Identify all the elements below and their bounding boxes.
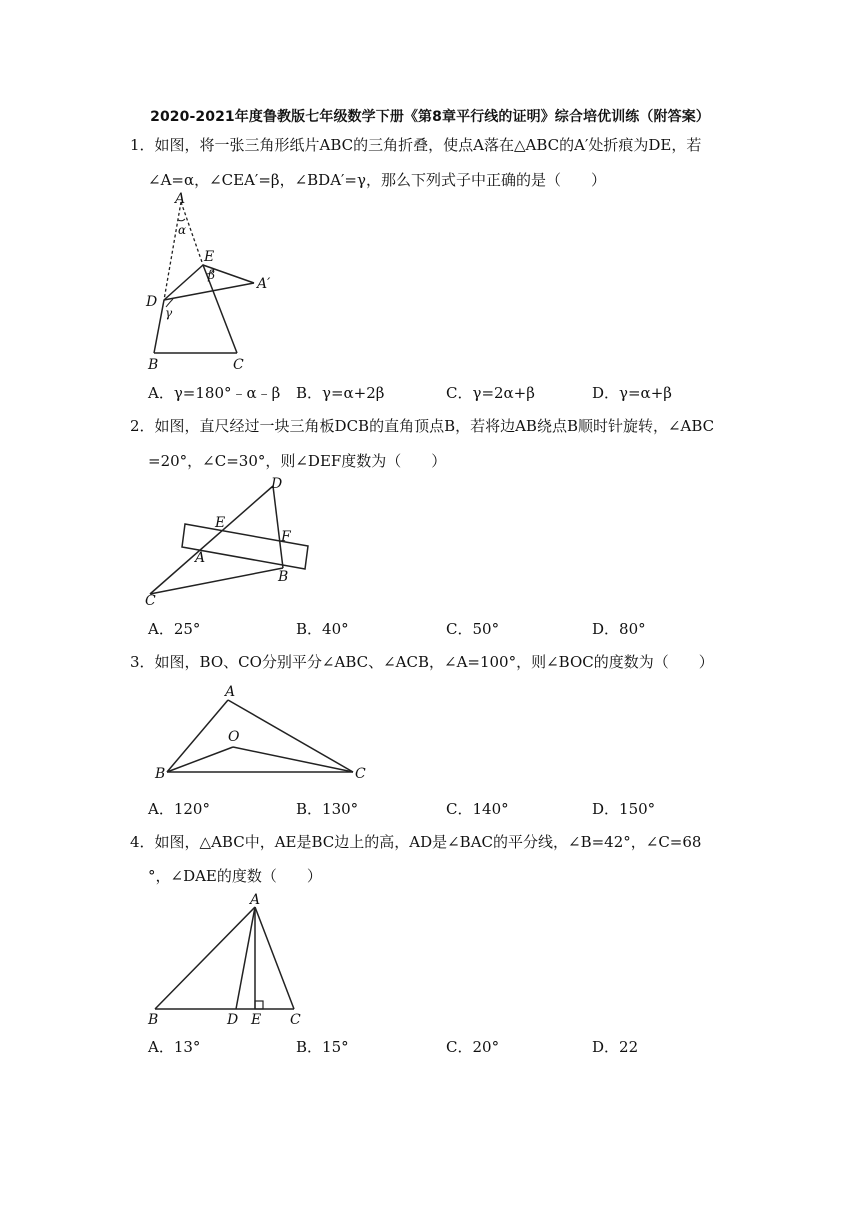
- question-4-text-line-1: 4．如图，△ABC中，AE是BC边上的高，AD是∠BAC的平分线，∠B=42°，∠C=68: [130, 833, 702, 851]
- option-b[interactable]: B．15°: [296, 1038, 349, 1056]
- question-2-figure: [140, 474, 320, 609]
- label-c: C: [355, 766, 366, 782]
- option-c[interactable]: C．50°: [446, 620, 500, 638]
- label-b: B: [148, 357, 159, 373]
- question-2-text-line-1: 2．如图，直尺经过一块三角板DCB的直角顶点B，若将边AB绕点B顺时针旋转，∠ABC: [130, 417, 715, 435]
- label-a-prime: A′: [257, 276, 271, 292]
- label-beta: β: [208, 268, 215, 282]
- label-a: A: [195, 550, 206, 566]
- option-b[interactable]: B．γ=α+2β: [296, 384, 385, 402]
- segment-ad: [236, 907, 255, 1009]
- option-d[interactable]: D．γ=α+β: [592, 384, 672, 402]
- question-4-text-line-2: °，∠DAE的度数（ ）: [148, 867, 322, 885]
- label-b: B: [155, 766, 166, 782]
- question-1-options: [148, 382, 788, 402]
- question-3-text-line-1: 3．如图，BO、CO分别平分∠ABC、∠ACB，∠A=100°，则∠BOC的度数为（ ）: [130, 653, 714, 671]
- option-c[interactable]: C．20°: [446, 1038, 500, 1056]
- label-o: O: [228, 729, 240, 745]
- label-e: E: [204, 249, 215, 265]
- edge-cd: [150, 486, 273, 594]
- option-c[interactable]: C．140°: [446, 800, 509, 818]
- option-d[interactable]: D．80°: [592, 620, 646, 638]
- question-2-options: [148, 618, 788, 638]
- question-4-options: [148, 1036, 788, 1056]
- option-a[interactable]: A．13°: [148, 1038, 201, 1056]
- label-b: B: [278, 569, 289, 585]
- question-1-text-line-1: 1．如图，将一张三角形纸片ABC的三角折叠，使点A落在△ABC的A′处折痕为DE，若: [130, 136, 702, 154]
- option-c[interactable]: C．γ=2α+β: [446, 384, 535, 402]
- question-3-options: [148, 798, 788, 818]
- question-3-figure: [145, 682, 375, 782]
- edge-ab: [155, 907, 255, 1009]
- edge-ac: [255, 907, 294, 1009]
- page-title: 2020-2021年度鲁教版七年级数学下册《第8章平行线的证明》综合培优训练（附答案）: [150, 109, 710, 125]
- label-a: A: [175, 192, 186, 207]
- label-gamma: γ: [165, 306, 173, 320]
- option-a[interactable]: A．25°: [148, 620, 201, 638]
- edge-da-prime: [164, 283, 254, 300]
- label-d: D: [227, 1012, 239, 1028]
- edge-de: [164, 265, 203, 300]
- label-c: C: [290, 1012, 301, 1028]
- option-a[interactable]: A．120°: [148, 800, 210, 818]
- label-e: E: [215, 515, 226, 531]
- option-b[interactable]: B．130°: [296, 800, 359, 818]
- label-c: C: [145, 593, 156, 609]
- right-angle-mark: [255, 1001, 263, 1009]
- label-d: D: [146, 294, 158, 310]
- label-e: E: [251, 1012, 262, 1028]
- label-d: D: [271, 476, 283, 492]
- question-2-text-line-2: =20°，∠C=30°，则∠DEF度数为（ ）: [148, 452, 447, 470]
- edge-cb: [150, 568, 283, 594]
- option-a[interactable]: A．γ=180°﹣α﹣β: [148, 384, 281, 402]
- label-b: B: [148, 1012, 159, 1028]
- angle-arc-alpha: [178, 219, 185, 221]
- label-c: C: [233, 357, 244, 373]
- label-f: F: [281, 529, 291, 545]
- option-d[interactable]: D．22: [592, 1038, 639, 1056]
- edge-co: [233, 747, 353, 772]
- question-4-figure: [140, 890, 320, 1030]
- label-a: A: [225, 684, 236, 700]
- question-1-figure: [140, 192, 290, 377]
- question-1-text-line-2: ∠A=α，∠CEA′=β，∠BDA′=γ，那么下列式子中正确的是（ ）: [148, 171, 606, 189]
- option-b[interactable]: B．40°: [296, 620, 349, 638]
- option-d[interactable]: D．150°: [592, 800, 656, 818]
- edge-db: [273, 486, 283, 568]
- label-alpha: α: [178, 223, 187, 237]
- label-a: A: [250, 892, 261, 908]
- fold-dashed-ad: [164, 202, 181, 300]
- edge-ac: [228, 700, 353, 772]
